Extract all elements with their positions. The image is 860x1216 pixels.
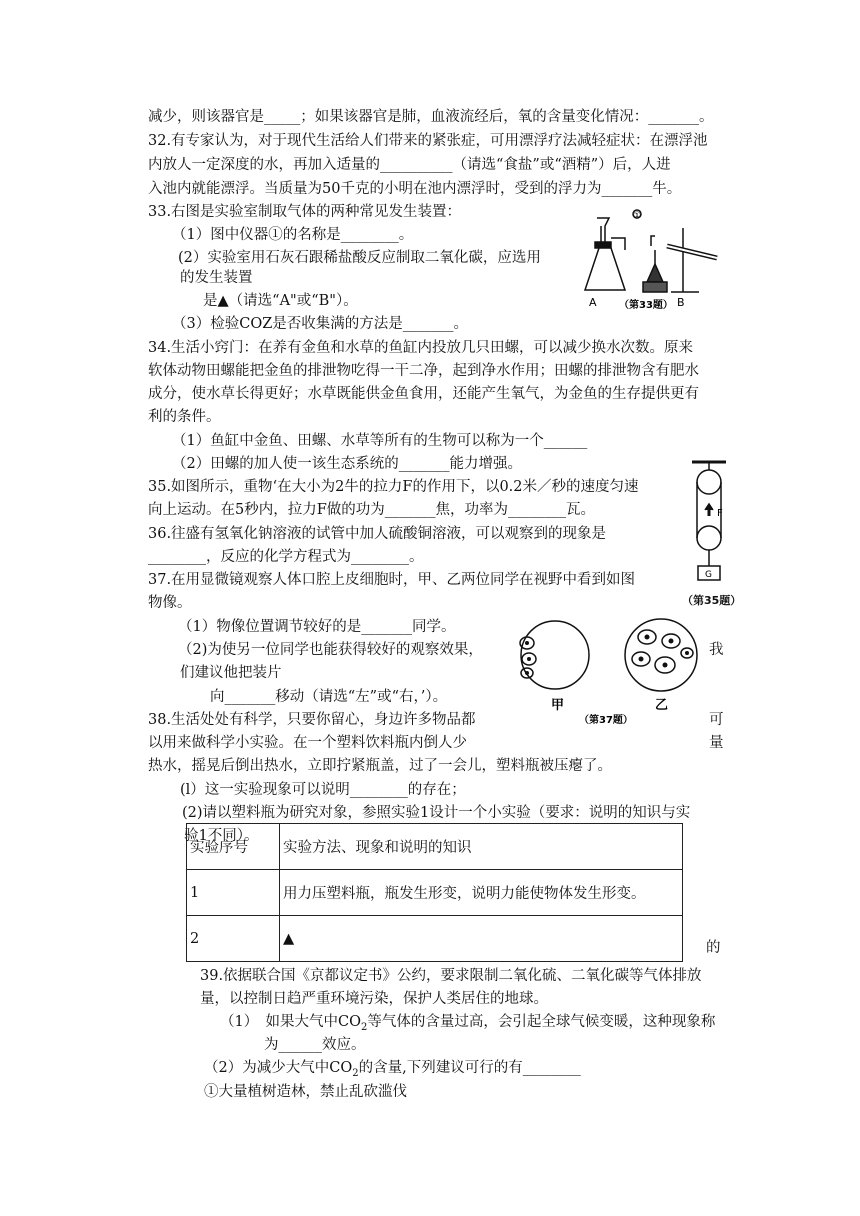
text-line: 软体动物田螺能把金鱼的排泄物吃得一干二净，起到净水作用；田螺的排泄物含有肥水 (148, 363, 699, 379)
text-line: 向_______移动（请选“左”或“右，’）。 (210, 689, 448, 705)
text-line: 是▲（请选“A"或“B"）。 (203, 293, 358, 309)
text-line: ①大量植树造林，禁止乱砍滥伐 (204, 1084, 407, 1100)
text-line: 成分，使水草长得更好；水草既能供金鱼食用，还能产生氧气，为金鱼的生存提供更有 (148, 386, 699, 402)
text-line: 向上运动。在5秒内，拉力F做的功为_______焦，功率为________瓦。 (148, 502, 596, 518)
text-segment: （1） 如果大气中CO (220, 1014, 361, 1030)
table-cell: 1 (187, 870, 280, 916)
text-line: 为______效应。 (264, 1037, 366, 1053)
subscript: 2 (360, 1021, 368, 1033)
question-38-line: 38.生活处处有科学，只要你留心，身边许多物品都 (148, 712, 476, 728)
apparatus-figure (575, 208, 730, 318)
text-line: 量 (709, 735, 724, 751)
text-line: 的发生装置 (180, 270, 253, 286)
question-33-line: 33.右图是实验室制取气体的两种常见发生装置： (148, 204, 462, 220)
marker-1: ① (633, 211, 642, 221)
text-line: 物像。 (148, 595, 192, 611)
text-segment: 的含量,下列建议可行的有________ (358, 1060, 581, 1076)
question-32-line: 32.有专家认为，对于现代生活给人们带来的紧张症，可用漂浮疗法减轻症状：在漂浮池 (148, 133, 708, 149)
table-header-cell: 实验方法、现象和说明的知识 (280, 824, 683, 870)
text-line: 减少，则该器官是_____；如果该器官是肺，血液流经后，氧的含量变化情况：_______。 (148, 109, 714, 125)
text-line: 内放人一定深度的水，再加入适量的__________（请选“食盐”或“酒精”）后，人进 (148, 157, 671, 173)
text-segment: 等气体的含量过高，会引起全球气候变暖，这种现象称 (367, 1014, 716, 1030)
text-line: 热水，摇晃后倒出热水，立即拧紧瓶盖，过了一会儿，塑料瓶被压瘪了。 (148, 758, 612, 774)
figure-33-caption: （第33题） (619, 300, 673, 311)
text-line: 可 (709, 712, 724, 728)
question-37-line: 37.在用显微镜观察人体口腔上皮细胞时，甲、乙两位同学在视野中看到如图 (148, 572, 636, 588)
figure-37-caption: （第37题） (579, 715, 633, 726)
text-line: （3）检验COZ是否收集满的方法是_______。 (172, 316, 469, 332)
text-line: 验1不同）。 (184, 828, 259, 844)
label-g: G (705, 570, 712, 580)
question-39-line: 39.依据联合国《京都议定书》公约，要求限制二氧化硫、二氧化碳等气体排放 (200, 968, 702, 984)
text-line: (2）实验室用石灰石跟稀盐酸反应制取二氧化碳，应选用 (178, 250, 541, 266)
table-row (187, 824, 683, 870)
text-line: 我 (709, 642, 724, 658)
figure-35-caption: （第35题） (682, 594, 742, 607)
text-line: (2)请以塑料瓶为研究对象，参照实验1设计一个小实验（要求：说明的知识与实 (182, 805, 691, 821)
label-a: A (589, 296, 597, 309)
table-cell: 用力压塑料瓶，瓶发生形变，说明力能使物体发生形变。 (280, 870, 683, 916)
text-line: （2）田螺的加人使一该生态系统的_______能力增强。 (172, 456, 522, 472)
text-line: 的 (706, 940, 721, 956)
text-segment: （2）为减少大气中CO (204, 1060, 353, 1076)
text-line: ________，反应的化学方程式为________。 (148, 549, 424, 565)
pulley-figure (680, 458, 740, 603)
text-line (204, 1058, 581, 1084)
table-header-cell: 实验序号 (187, 824, 280, 870)
text-line: 量，以控制日趋严重环境污染，保护人类居住的地球。 (200, 991, 548, 1007)
flask-shape (585, 248, 625, 290)
experiment-table (186, 823, 683, 962)
label-yi: 乙 (655, 698, 669, 713)
table-row (187, 870, 683, 916)
label-b: B (677, 296, 685, 309)
text-line: （2)为使另一位同学也能获得较好的观察效果， (178, 642, 483, 658)
text-line: 入池内就能漂浮。当质量为50千克的小明在池内漂浮时，受到的浮力为_______牛。 (148, 181, 682, 197)
text-line: (l）这一实验现象可以说明________的存在； (180, 782, 466, 798)
question-34-line: 34.生活小窍门：在养有金鱼和水草的鱼缸内投放几只田螺，可以减少换水次数。原来 (148, 340, 694, 356)
microscope-views-figure (515, 605, 705, 730)
question-35-line: 35.如图所示，重物‘在大小为2牛的拉力F的作用下，以0.2米／秒的速度匀速 (148, 479, 639, 495)
text-line: 利的条件。 (148, 409, 221, 425)
table-cell: ▲ (280, 916, 683, 962)
subscript: 2 (352, 1067, 359, 1079)
table-row (187, 916, 683, 962)
question-36-line: 36.往盛有氢氧化钠溶液的试管中加人硫酸铜溶液，可以观察到的现象是 (148, 526, 607, 542)
text-line: 们建议他把装片 (180, 665, 282, 681)
table-cell: 2 (187, 916, 280, 962)
label-f: F (717, 508, 723, 519)
text-line: 以用来做科学小实验。在一个塑料饮料瓶内倒人少 (148, 735, 467, 751)
text-line: （1）物像位置调节较好的是_______同学。 (178, 619, 456, 635)
text-line: （1）鱼缸中金鱼、田螺、水草等所有的生物可以称为一个______ (172, 433, 588, 449)
text-line (220, 1012, 715, 1038)
text-line: （1）图中仪器①的名称是________。 (172, 227, 414, 243)
label-jia: 甲 (551, 698, 565, 713)
